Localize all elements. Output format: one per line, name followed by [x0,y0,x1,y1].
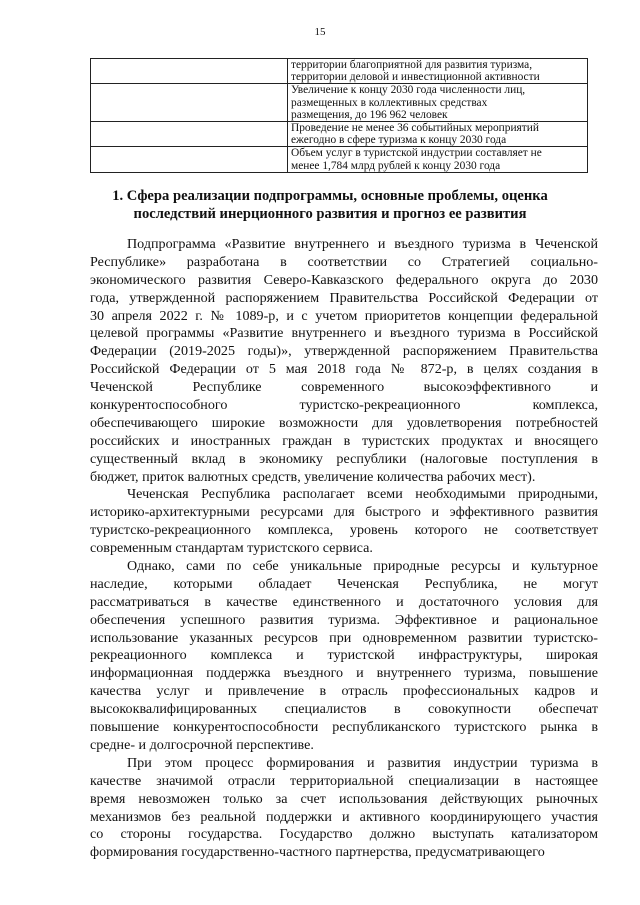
paragraph-line: обеспечивающего широкие возможности для удовлетворения потребностей [90,414,598,431]
paragraph-line: бюджет, приток валютных средств, увеличение количества рабочих мест). [90,468,536,485]
cell-line: менее 1,784 млрд рублей к концу 2030 года [291,159,501,172]
cell-line: территории благоприятной для развития туризма, [291,59,533,71]
paragraph-line: Чеченской Республике современного высокоэффективного и [90,379,598,396]
paragraph-line: рассматриваться в качестве единственного и достаточного условия для [90,593,598,610]
paragraph-line: высококвалифицированных специалистов в совокупности обеспечат [90,701,598,718]
cell-line: ежегодно в сфере туризма к концу 2030 года [291,134,507,147]
table-cell [288,122,588,147]
paragraph-line: года, утвержденной распоряжением Правительства Российской Федерации от [90,289,598,306]
paragraph-line: обеспечения успешного развития туризма. Эффективное и рациональное [90,611,598,628]
paragraph-line: Федерации (2019-2025 годы)», утвержденной распоряжением Правительства [90,343,598,360]
paragraph-line: При этом процесс формирования и развития индустрии туризма в [127,754,598,771]
paragraph-line: использование указанных ресурсов при одновременном развитии туристско- [90,629,598,646]
paragraph-line: Чеченская Республика располагает всеми необходимыми природными, [127,486,598,503]
paragraph-line: Республике» разработана в соответствии со Стратегией социально- [90,253,598,270]
paragraph-line: механизмов без реальной поддержки и активного координирующего участия [90,808,598,825]
cell-line: Проведение не менее 36 событийных мероприятий [291,122,539,135]
paragraph-line: российских и иностранных граждан в туристских продуктах и вносящего [90,432,598,449]
paragraph-line: средне- и долгосрочной перспективе. [90,736,314,753]
body-text [90,236,598,862]
table-cell-empty [91,84,288,122]
heading-line: 1. Сфера реализации подпрограммы, основные проблемы, оценка [112,188,548,204]
paragraph-line: существенный вклад в экономику республики (налоговые поступления в [90,450,598,467]
paragraph-line: качестве значимой отрасли территориальной специализации в настоящее [90,772,598,789]
cell-line: размещенных в коллективных средствах [291,96,488,109]
table-row [91,84,588,122]
cell-line: Объем услуг в туристской индустрии составляет не [291,147,542,160]
paragraph-line: целевой программы «Развитие внутреннего и въездного туризма в Российской [90,325,598,342]
table-cell-empty [91,122,288,147]
paragraph-line: повышение конкурентоспособности республиканского туристского рынка в [90,719,598,736]
paragraph-line: информационная поддержка въездного и внутреннего туризма, повышение [90,665,598,682]
paragraph-line: современным стандартам туристского сервиса. [90,540,373,557]
cell-line: территории деловой и инвестиционной активности [291,71,540,84]
paragraph [90,236,598,486]
table-row [91,59,588,84]
heading-line: последствий инерционного развития и прогноз ее развития [133,205,527,222]
table-row [91,147,588,172]
section-heading [60,188,600,223]
paragraph-line: конкурентоспособного туристско-рекреационного комплекса, [90,397,598,414]
table-row [91,122,588,147]
paragraph [90,486,598,558]
table-cell [288,84,588,122]
table-cell [288,59,588,84]
paragraph-line: историко-архитектурными ресурсами для быстрого и эффективного развития [90,504,598,521]
table-cell-empty [91,147,288,172]
paragraph-line: формирования государственно-частного партнерства, предусматривающего [90,844,545,861]
page-number: 15 [314,26,326,38]
targets-table-fragment [90,58,588,173]
paragraph [90,755,598,862]
paragraph-line: 30 апреля 2022 г. № 1089-р, и с учетом приоритетов концепции федеральной [90,307,598,324]
table-cell-empty [91,59,288,84]
paragraph-line: Российской Федерации от 5 мая 2018 года № 872-р, в целях создания в [90,361,598,378]
paragraph-line: туристско-рекреационного комплекса, уровень которого не соответствует [90,522,598,539]
paragraph-line: Подпрограмма «Развитие внутреннего и въездного туризма в Чеченской [127,236,598,252]
cell-line: размещения, до 196 962 человек [291,108,448,121]
cell-line: Увеличение к концу 2030 года численности лиц, [291,84,526,97]
paragraph-line: со стороны государства. Государство должно выступать катализатором [90,826,598,843]
paragraph [90,558,598,755]
paragraph-line: экономического развития Северо-Кавказского федерального округа до 2030 [90,271,598,288]
paragraph-line: рекреационного комплекса и туристской инфраструктуры, широкая [90,647,598,664]
paragraph-line: качества услуг и привлечение в отрасль профессиональных кадров и [90,683,598,700]
paragraph-line: Однако, сами по себе уникальные природные ресурсы и культурное [127,558,598,575]
paragraph-line: время невозможен только за счет использования действующих рыночных [90,790,598,807]
paragraph-line: наследие, которыми обладает Чеченская Республика, не могут [90,575,598,592]
table-cell [288,147,588,172]
